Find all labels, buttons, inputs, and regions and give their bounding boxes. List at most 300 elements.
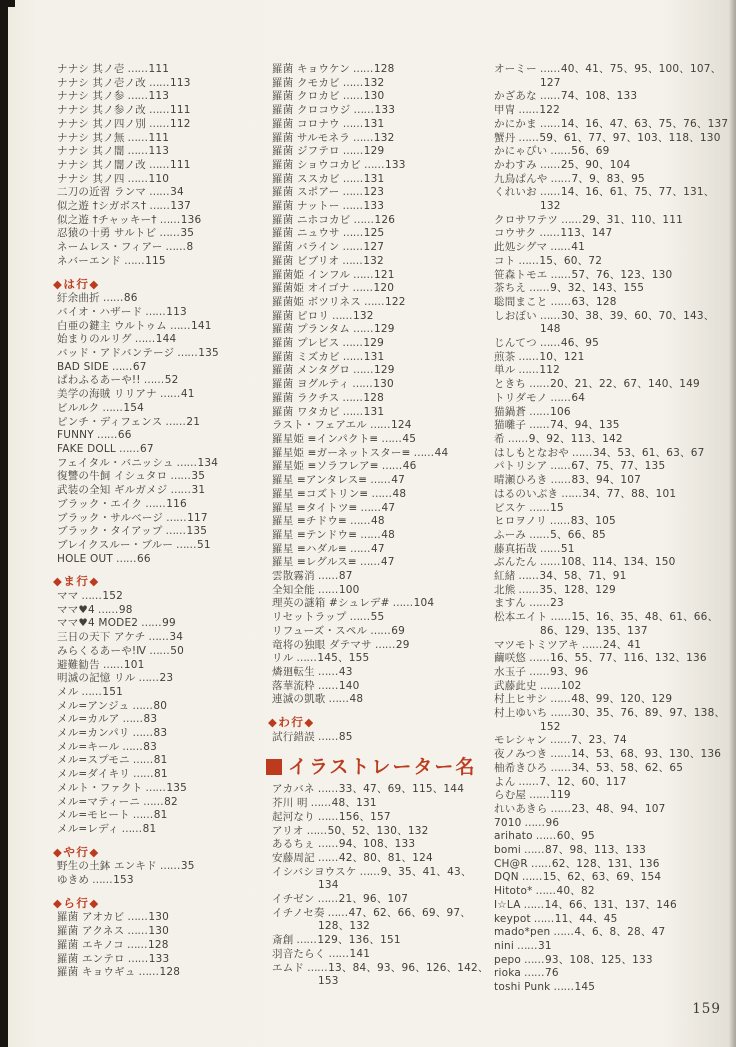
entry-pages: 141 (190, 319, 212, 332)
entry-pages: 83 (143, 740, 158, 753)
entry-leader-dots: …… (317, 570, 338, 583)
entry-name: ママ (57, 590, 79, 603)
entry-name: リフューズ・スペル (272, 624, 368, 637)
entry-leader-dots: …… (148, 631, 169, 644)
entry-name: HOLE OUT (57, 552, 113, 565)
entry-name: 連滅の凱歌 (272, 693, 326, 706)
entry-name: 落華流粋 (272, 679, 315, 692)
entry-name: 羅菌 ニュウサ (272, 227, 340, 240)
entry-pages: 130 (148, 911, 169, 924)
entry-leader-dots: …… (529, 405, 550, 418)
index-entry (494, 132, 731, 146)
entry-name: くれいお (494, 186, 537, 199)
entry-leader-dots: …… (102, 658, 123, 671)
entry-name: 三日の天下 アケチ (57, 631, 146, 644)
index-entry (272, 419, 491, 433)
entry-leader-dots: …… (524, 816, 545, 829)
entry-pages: 113 (148, 90, 170, 103)
entry-name: 羅菌 ラクチス (272, 391, 340, 404)
entry-leader-dots: …… (539, 556, 560, 569)
entry-leader-dots: …… (317, 810, 338, 823)
entry-leader-dots: …… (550, 761, 571, 774)
entry-name: 羅菌 プレビス (272, 337, 340, 350)
index-entry (57, 686, 273, 700)
entry-leader-dots: …… (127, 172, 148, 185)
entry-pages: 153 (113, 874, 134, 887)
entry-pages: 129 (363, 145, 385, 158)
index-entry (494, 296, 731, 310)
entry-leader-dots: …… (518, 775, 539, 788)
entry-name: 羅菌 クロカビ (272, 90, 340, 103)
entry-pages: 112 (169, 117, 191, 130)
entry-leader-dots: …… (550, 295, 571, 308)
index-entry (494, 817, 731, 831)
entry-leader-dots: …… (523, 898, 544, 911)
entry-name: 羽音たらく (272, 947, 326, 960)
entry-leader-dots: …… (352, 378, 373, 391)
entry-name: 北熊 (494, 583, 516, 596)
entry-pages: 135 (186, 525, 208, 538)
index-entry (57, 539, 273, 553)
entry-name: 笹森トモエ (494, 268, 548, 281)
entry-name: 水玉子 (494, 665, 527, 678)
index-entry (494, 118, 731, 132)
entry-pages: 93、96 (550, 665, 589, 678)
entry-leader-dots: …… (159, 860, 180, 873)
index-entry (272, 227, 491, 241)
entry-name: オーミー (494, 63, 537, 75)
index-column-1 (53, 63, 273, 980)
entry-pages: 34、53、58、62、65 (571, 761, 684, 774)
entry-leader-dots: …… (352, 131, 373, 144)
entry-pages: 14、66、131、137、146 (544, 898, 677, 911)
index-entry (494, 762, 731, 776)
entry-leader-dots: …… (550, 460, 571, 473)
entry-name: 二刀の近習 ランマ (57, 186, 147, 199)
entry-name: 羅星 ≡コズトリン≡ (272, 487, 369, 500)
entry-name: 蟹丹 (494, 131, 516, 144)
entry-leader-dots: …… (342, 90, 363, 103)
index-entry (272, 556, 491, 570)
entry-name: 羅菌 キョウギュ (57, 966, 136, 979)
index-entry (494, 652, 731, 666)
entry-pages: 45 (402, 432, 417, 445)
entry-name: keypot (494, 912, 531, 925)
entry-name: 白亜の鍵主 ウルトゥム (57, 319, 167, 332)
entry-leader-dots: …… (317, 730, 338, 743)
index-entry (272, 611, 491, 625)
entry-pages: 14、16、61、75、77、131、132 (540, 186, 715, 213)
index-entry (494, 474, 731, 488)
entry-pages: 137 (170, 200, 191, 213)
entry-pages: 81 (154, 768, 168, 781)
entry-leader-dots: …… (143, 374, 164, 387)
entry-name: 羅菌 ワタカビ (272, 405, 340, 418)
entry-pages: 129、136、151 (317, 934, 401, 947)
entry-pages: 47 (380, 556, 395, 569)
index-entry (57, 173, 273, 187)
index-entry (272, 132, 491, 146)
index-entry (272, 666, 491, 680)
entry-leader-dots: …… (374, 638, 395, 651)
entry-leader-dots: …… (553, 926, 574, 939)
entry-leader-dots: …… (317, 665, 338, 678)
entry-pages: 76 (545, 967, 559, 980)
entry-leader-dots: …… (307, 961, 328, 974)
entry-leader-dots: …… (581, 638, 602, 651)
index-entry (272, 693, 491, 707)
entry-leader-dots: …… (148, 158, 169, 171)
index-entry (272, 838, 491, 852)
index-entry (494, 282, 731, 296)
index-entry (57, 159, 273, 173)
entry-pages: 15、16、35、48、61、66、86、129、135、137 (540, 611, 719, 637)
entry-name: 羅星 ≡レグルス≡ (272, 556, 357, 569)
entry-leader-dots: …… (550, 734, 571, 747)
index-entry (57, 347, 273, 361)
entry-leader-dots: …… (149, 200, 170, 213)
index-entry (272, 962, 491, 989)
entry-name: メル=キール (57, 740, 120, 753)
entry-leader-dots: …… (127, 952, 148, 965)
entry-pages: 85 (338, 730, 353, 743)
entry-name: 安藤周記 (272, 851, 315, 864)
entry-leader-dots: …… (550, 802, 571, 815)
entry-pages: 116 (166, 497, 187, 510)
entry-name: 羅菌 バライン (272, 241, 340, 254)
entry-leader-dots: …… (132, 727, 153, 740)
entry-pages: 121 (374, 268, 395, 281)
entry-name: クロサワテツ (494, 213, 559, 226)
entry-name: ピンチ・ディフェンス (57, 415, 163, 428)
entry-name: 竜将の独眼 ダテマサ (272, 638, 372, 651)
entry-name: 始まりのルリグ (57, 333, 132, 346)
entry-pages: 144 (155, 333, 177, 346)
entry-pages: 132 (363, 76, 385, 89)
entry-leader-dots: …… (352, 282, 373, 295)
entry-leader-dots: …… (124, 254, 145, 267)
index-entry (272, 893, 491, 907)
entry-leader-dots: …… (165, 241, 186, 254)
index-entry (57, 953, 273, 967)
entry-name: らむ屋 (494, 789, 527, 802)
entry-name: 全知全能 (272, 583, 315, 596)
entry-name: かにゃぴい (494, 145, 548, 158)
index-entry (57, 631, 273, 645)
index-entry (272, 652, 491, 666)
entry-pages: 29 (395, 638, 410, 651)
index-entry (57, 374, 273, 388)
entry-pages: 87、98、113、133 (545, 844, 646, 857)
entry-name: かわすみ (494, 158, 537, 171)
index-entry (494, 913, 731, 927)
entry-leader-dots: …… (132, 809, 153, 822)
entry-name: 起河なり (272, 810, 315, 823)
index-entry (494, 529, 731, 543)
index-entry (57, 255, 273, 269)
index-entry (494, 776, 731, 790)
entry-pages: 122 (539, 104, 561, 117)
entry-name: 紆余曲折 (57, 292, 100, 305)
index-entry (57, 292, 273, 306)
entry-name: 羅星 ≡テンドウ≡ (272, 528, 358, 541)
entry-name: 繭咲悠 (494, 652, 527, 665)
entry-leader-dots: …… (353, 213, 374, 226)
index-entry (57, 874, 273, 888)
entry-leader-dots: …… (92, 874, 113, 887)
entry-leader-dots: …… (296, 934, 317, 947)
entry-pages: 48、131 (331, 797, 377, 810)
index-entry (57, 768, 273, 782)
index-entry (57, 796, 273, 810)
entry-pages: 128 (148, 938, 169, 951)
index-entry (57, 672, 273, 686)
entry-pages: 7、9、83、95 (571, 172, 645, 185)
entry-leader-dots: …… (342, 200, 363, 213)
entry-pages: 21、96、107 (338, 893, 409, 906)
page-number: 159 (692, 1001, 721, 1017)
entry-name: 7010 (494, 816, 522, 829)
entry-name: 藤真拓哉 (494, 542, 537, 555)
entry-pages: 34 (170, 186, 184, 199)
entry-pages: 41 (180, 388, 195, 401)
entry-leader-dots: …… (571, 446, 592, 459)
entry-pages: 130 (363, 90, 385, 103)
entry-pages: 135 (198, 347, 219, 360)
index-entry (272, 852, 491, 866)
entry-pages: 136 (180, 213, 202, 226)
entry-name: 羅星 ≡アンタレス≡ (272, 474, 368, 487)
index-entry (494, 364, 731, 378)
index-entry (57, 939, 273, 953)
entry-leader-dots: …… (518, 254, 539, 267)
entry-leader-dots: …… (353, 104, 374, 117)
entry-name: 夜ノみつき (494, 748, 548, 761)
entry-name: メル=レディ (57, 822, 119, 835)
entry-pages: 44 (434, 446, 449, 459)
entry-name: メル=マティーニ (57, 795, 141, 808)
entry-pages: 66 (117, 429, 132, 442)
entry-leader-dots: …… (138, 966, 159, 979)
index-entry (272, 296, 491, 310)
index-entry (272, 104, 491, 118)
entry-leader-dots: …… (539, 542, 560, 555)
entry-pages: 152 (102, 590, 124, 603)
entry-leader-dots: …… (342, 186, 363, 199)
entry-pages: 57、76、123、130 (571, 268, 673, 281)
entry-pages: 112 (539, 364, 561, 377)
entry-name: 美学の海賊 リリアナ (57, 388, 157, 401)
entry-pages: 46、95 (560, 337, 600, 350)
kana-section-header: ◆は行◆ (53, 276, 100, 291)
entry-name: 羅菌 キョウケン (272, 63, 350, 75)
entry-name: 村上ヒサシ (494, 693, 548, 706)
entry-name: コト (494, 254, 516, 267)
entry-name: 羅星 ≡ハダル≡ (272, 542, 348, 555)
index-entry (272, 488, 491, 502)
entry-pages: 154 (123, 401, 144, 414)
index-entry (272, 680, 491, 694)
entry-name: メル=カルア (57, 713, 120, 726)
entry-name: イチゼン (272, 893, 315, 906)
entry-leader-dots: …… (342, 117, 363, 130)
index-entry (494, 899, 731, 913)
entry-name: 忍猿の十勇 サルトビ (57, 227, 157, 240)
index-entry (272, 625, 491, 639)
entry-name: ナナシ 其ノ参 (57, 90, 125, 103)
entry-name: bomi (494, 844, 522, 857)
entry-name: 羅菌 ミズカビ (272, 350, 340, 363)
entry-pages: 42、80、81、124 (338, 851, 433, 864)
index-entry (57, 590, 273, 604)
index-entry (272, 797, 491, 811)
entry-leader-dots: …… (317, 783, 338, 796)
index-entry (272, 529, 491, 543)
index-entry (57, 145, 273, 159)
entry-pages: 117 (187, 511, 208, 524)
index-entry (272, 200, 491, 214)
entry-name: 羅菌 ニホコカビ (272, 213, 351, 226)
entry-name: ナナシ 其ノ参ノ改 (57, 104, 146, 117)
entry-leader-dots: …… (363, 295, 384, 308)
entry-pages: 129 (374, 323, 395, 336)
entry-pages: 51 (560, 542, 575, 555)
entry-leader-dots: …… (350, 542, 371, 555)
index-entry (57, 186, 273, 200)
entry-leader-dots: …… (360, 528, 381, 541)
entry-name: メル=モヒート (57, 809, 130, 822)
index-entry (272, 460, 491, 474)
index-entry (494, 844, 731, 858)
entry-name: 明滅の記憶 リル (57, 672, 136, 685)
index-entry (57, 911, 273, 925)
entry-leader-dots: …… (353, 364, 374, 377)
entry-leader-dots: …… (328, 693, 349, 706)
entry-name: よん (494, 775, 516, 788)
entry-leader-dots: …… (118, 442, 139, 455)
entry-name: エムド (272, 961, 305, 974)
entry-leader-dots: …… (148, 117, 169, 130)
index-entry (272, 639, 491, 653)
entry-pages: 24、41 (602, 638, 642, 651)
index-entry (272, 90, 491, 104)
index-entry (272, 584, 491, 598)
entry-leader-dots: …… (296, 652, 317, 665)
entry-leader-dots: …… (539, 63, 560, 75)
entry-leader-dots: …… (539, 117, 560, 130)
index-entry (494, 556, 731, 570)
entry-leader-dots: …… (342, 172, 363, 185)
index-entry (272, 948, 491, 962)
entry-name: ネバーエンド (57, 254, 122, 267)
index-entry (272, 159, 491, 173)
index-entry (494, 871, 731, 885)
entry-pages: 113、147 (560, 227, 613, 240)
entry-leader-dots: …… (381, 432, 402, 445)
entry-leader-dots: …… (518, 364, 539, 377)
entry-name: ナナシ 其ノ闇ノ改 (57, 158, 146, 171)
index-entry (57, 104, 273, 118)
index-entry (57, 457, 273, 471)
index-entry (57, 200, 273, 214)
index-entry (272, 597, 491, 611)
entry-leader-dots: …… (516, 940, 537, 952)
entry-leader-dots: …… (121, 822, 142, 835)
entry-pages: 29、31、110、111 (582, 213, 684, 226)
entry-pages: 133 (384, 158, 406, 171)
entry-pages: 31 (191, 484, 206, 497)
entry-leader-dots: …… (550, 268, 571, 281)
entry-pages: 130 (373, 378, 394, 391)
entry-name: 羅菌姫 ボツリネス (272, 295, 361, 308)
entry-pages: 50、52、130、132 (327, 824, 429, 837)
entry-pages: 30、35、76、89、97、138、152 (540, 707, 726, 733)
entry-pages: 33、47、69、115、144 (338, 783, 465, 796)
index-entry (57, 754, 273, 768)
entry-leader-dots: …… (306, 824, 327, 837)
entry-name: pepo (494, 953, 522, 966)
entry-leader-dots: …… (165, 415, 186, 428)
entry-leader-dots: …… (529, 378, 550, 391)
index-entry (57, 645, 273, 659)
entry-pages: 48 (371, 515, 385, 528)
entry-leader-dots: …… (561, 487, 582, 500)
entry-name: あるちぇ (272, 838, 315, 851)
entry-leader-dots: …… (550, 707, 571, 720)
entry-pages: 5、66、85 (550, 528, 606, 541)
entry-leader-dots: …… (332, 309, 353, 322)
entry-name: ナナシ 其ノ壱 (57, 63, 125, 75)
entry-leader-dots: …… (529, 282, 550, 295)
entry-name: 羅星姫 ≡ガーネットスター≡ (272, 446, 411, 459)
entry-pages: 133 (374, 104, 396, 117)
entry-leader-dots: …… (507, 432, 528, 445)
entry-name: 羅菌 アオカビ (57, 911, 125, 924)
entry-pages: 82 (164, 795, 178, 808)
entry-leader-dots: …… (550, 391, 571, 404)
entry-leader-dots: …… (145, 305, 166, 318)
entry-leader-dots: …… (359, 865, 380, 878)
entry-leader-dots: …… (170, 470, 191, 483)
index-entry (57, 306, 273, 320)
entry-pages: 110 (148, 172, 170, 185)
entry-leader-dots: …… (176, 538, 197, 551)
entry-name: ナナシ 其ノ闇 (57, 145, 125, 158)
index-entry (494, 378, 731, 392)
entry-leader-dots: …… (524, 967, 544, 980)
entry-name: 武藤此史 (494, 679, 537, 692)
entry-pages: 83 (143, 713, 158, 726)
entry-name: メル=カンパリ (57, 727, 130, 740)
index-entry (494, 310, 731, 337)
scan-edge-notch (0, 0, 15, 7)
entry-pages: 35、128、129 (539, 583, 616, 596)
entry-pages: 34 (169, 631, 184, 644)
index-entry (57, 713, 273, 727)
entry-pages: 60、95 (556, 830, 595, 843)
entry-leader-dots: …… (539, 679, 560, 692)
index-entry (494, 269, 731, 283)
entry-leader-dots: …… (359, 556, 380, 569)
entry-name: バッド・アドバンテージ (57, 347, 175, 360)
entry-name: みらくるあーや!Ⅳ (57, 644, 147, 657)
entry-name: ナナシ 其ノ無 (57, 131, 125, 144)
index-column-3 (494, 63, 731, 995)
entry-name: 猫鍋蒼 (494, 405, 527, 418)
entry-leader-dots: …… (352, 63, 373, 75)
entry-leader-dots: …… (521, 871, 542, 884)
index-entry (494, 515, 731, 529)
